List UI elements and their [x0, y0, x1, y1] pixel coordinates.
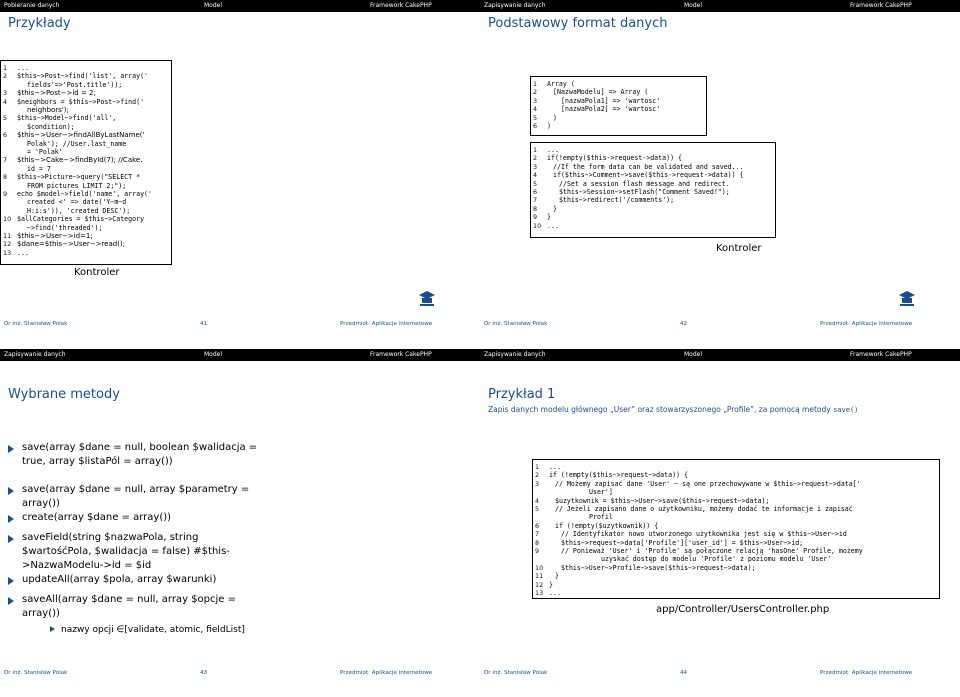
code-text: ...	[547, 146, 559, 154]
code-text: }	[553, 204, 557, 213]
code-text: }	[547, 213, 551, 222]
bullet-triangle-icon	[8, 597, 14, 605]
line-number: 4	[533, 105, 538, 114]
code-text: if($this−>Comment−>save($this->request->data)) {	[553, 171, 744, 180]
code-text: −>find('threaded');	[27, 223, 103, 232]
code-text: Polak'); //User.last_name	[27, 139, 127, 148]
line-number: 5	[535, 505, 540, 513]
code-text: echo $model−>field('name', array('	[17, 190, 152, 198]
nav-subsection[interactable]: Model	[684, 351, 703, 358]
bullet-text: save(array $dane = null, array $parametry = array())	[22, 484, 250, 509]
code-text: // Identyfikator nowo utworzonego użytkownika jest się w $this−>User−>id	[561, 530, 847, 539]
slide-subtitle	[488, 405, 858, 414]
footer-author: Dr inż. Stanisław Polak	[484, 321, 548, 327]
code-listing-controller	[530, 142, 776, 238]
nav-section[interactable]: Zapisywanie danych	[4, 351, 66, 358]
bullet-text: create(array $dane = array())	[22, 512, 172, 523]
bullet-triangle-icon	[50, 626, 55, 632]
code-text: fields'=>'Post.title'));	[27, 80, 123, 89]
line-number: 5	[533, 113, 538, 122]
code-text: ...	[547, 221, 559, 230]
code-text: id = 7	[27, 164, 51, 173]
slide-navbar	[480, 0, 960, 12]
method-sub-bullet	[50, 625, 245, 635]
code-text: $this−>User−>Profile−>save($this−>request−>data);	[561, 563, 756, 572]
code-text: $uzytkownik = $this−>User−>save($this−>request−>data);	[555, 496, 770, 505]
code-caption: Kontroler	[74, 267, 120, 278]
subtitle-method: save()	[833, 406, 859, 414]
slide-42	[480, 0, 960, 348]
code-caption: Kontroler	[716, 243, 762, 254]
line-number: 6	[3, 131, 8, 140]
code-text: $this−>User−>findAllByLastName('	[17, 131, 145, 140]
code-text: if(!empty($this->request->data)) {	[547, 154, 682, 163]
footer-course: Przedmiot: Aplikacje internetowe	[820, 670, 913, 676]
code-text: FROM pictures LIMIT 2;");	[27, 181, 127, 190]
line-number: 8	[535, 538, 540, 547]
line-number: 3	[533, 162, 538, 171]
nav-section[interactable]: Zapisywanie danych	[484, 2, 546, 9]
bullet-triangle-icon	[8, 515, 14, 523]
line-number: 4	[3, 97, 8, 106]
bullet-text: saveField(string $nazwaPola, string $wartośćPola, $walidacja = false) #$this->NazwaModelu->id = $id	[22, 532, 230, 571]
line-number: 3	[3, 89, 8, 98]
line-number: 1	[533, 80, 538, 88]
line-number: 2	[3, 72, 8, 81]
line-number: 3	[533, 96, 538, 105]
code-text: $this−>Post−>find('list', array('	[17, 72, 149, 81]
code-text: ...	[17, 64, 29, 72]
line-number: 12	[535, 580, 544, 589]
line-number: 13	[535, 589, 544, 597]
code-text: $this−>redirect('/comments');	[559, 196, 675, 205]
line-number: 9	[533, 213, 538, 222]
footer-course: Przedmiot: Aplikacje internetowe	[820, 321, 913, 327]
line-number: 3	[535, 479, 540, 488]
line-number: 2	[533, 88, 538, 97]
nav-topic[interactable]: Framework CakePHP	[370, 2, 432, 9]
code-text: created <' => date('Y−m−d	[27, 198, 127, 207]
sub-bullet-text: nazwy opcji ∈[validate, atomic, fieldList]	[61, 625, 245, 635]
code-text: if (!empty($this−>request−>data)) {	[549, 471, 688, 480]
code-text: User']	[589, 488, 613, 497]
code-text: uzyskać dostęp do modelu 'Profile' z poziomu modelu 'User'	[601, 555, 832, 564]
nav-section[interactable]: Pobieranie danych	[4, 2, 60, 9]
line-number: 9	[3, 190, 8, 198]
line-number: 12	[3, 240, 12, 249]
line-number: 10	[533, 221, 542, 230]
line-number: 7	[535, 530, 540, 539]
line-number: 7	[3, 156, 8, 165]
line-number: 2	[533, 154, 538, 163]
footer-page-number: 44	[680, 670, 688, 676]
code-text: $this−>Model−>find('all',	[17, 114, 117, 123]
university-logo-icon	[418, 288, 436, 308]
code-text: // Możemy zapisać dane 'User' − są one przechowywane w $this−>request−>data['	[555, 479, 861, 488]
line-number: 1	[533, 146, 538, 154]
line-number: 6	[535, 521, 540, 530]
line-number: 10	[3, 215, 12, 224]
line-number: 5	[3, 114, 8, 123]
bullet-text: updateAll(array $pola, array $warunki)	[22, 574, 217, 585]
code-text: $this−>Cake−>findById(7); //Cake.	[17, 156, 143, 165]
code-text: H:i:s')), 'created DESC');	[27, 206, 131, 215]
code-text: )	[547, 122, 551, 130]
line-number: 10	[535, 563, 544, 572]
nav-topic[interactable]: Framework CakePHP	[370, 351, 432, 358]
slide-title: Wybrane metody	[8, 387, 120, 402]
slide-41	[0, 0, 480, 348]
line-number: 8	[3, 173, 8, 182]
code-listing	[532, 459, 940, 599]
code-text: //If the form data can be validated and saved...	[553, 162, 744, 171]
footer-page-number: 42	[680, 321, 688, 327]
code-text: $this−>Post−>id = 2;	[17, 89, 96, 98]
line-number: 4	[535, 496, 540, 505]
code-text: $this−>User−>id=1;	[17, 232, 93, 240]
code-listing	[0, 60, 172, 265]
line-number: 11	[535, 572, 544, 581]
code-text: $this−>request−>data['Profile']['user_id'] = $this−>User−>id;	[561, 538, 804, 547]
footer-page-number: 43	[200, 670, 208, 676]
code-text: $neighbors = $this−>Post−>find('	[17, 97, 145, 106]
slide-43	[0, 349, 480, 697]
bullet-text: saveAll(array $dane = null, array $opcje = array())	[22, 594, 236, 619]
nav-topic[interactable]: Framework CakePHP	[850, 351, 912, 358]
slide-44	[480, 349, 960, 697]
line-number: 2	[535, 471, 540, 480]
university-logo-icon	[898, 288, 916, 308]
code-text: = 'Polak'	[27, 148, 63, 156]
nav-subsection[interactable]: Model	[204, 2, 223, 9]
bullet-triangle-icon	[8, 487, 14, 495]
code-text: [NazwaModelu] => Array (	[553, 88, 649, 97]
footer-page-number: 41	[200, 321, 208, 327]
footer-course: Przedmiot: Aplikacje internetowe	[340, 670, 433, 676]
code-text: ...	[549, 463, 561, 471]
code-listing-array-format	[530, 76, 707, 136]
line-number: 5	[533, 179, 538, 188]
code-text: Array (	[547, 80, 575, 88]
bullet-triangle-icon	[8, 577, 14, 585]
slide-title: Przykłady	[8, 16, 71, 31]
code-text: $allCategories = $this−>Category	[17, 215, 145, 224]
code-text: // Ponieważ 'User' i 'Profile' są połączone relacją 'hasOne' Profile, możemy	[561, 547, 863, 555]
line-number: 6	[533, 122, 538, 130]
code-text: [nazwaPola1] => 'wartosc'	[561, 96, 661, 105]
code-text: //Set a session flash message and redirect.	[559, 179, 730, 188]
code-text: Profil	[589, 513, 613, 522]
footer-author: Dr inż. Stanisław Polak	[4, 321, 68, 327]
code-text: // Jeżeli zapisano dane o użytkowniku, możemy dodać te informacje i zapisać	[555, 505, 853, 513]
footer-author: Dr inż. Stanisław Polak	[484, 670, 548, 676]
slide-navbar	[480, 349, 960, 361]
line-number: 6	[533, 188, 538, 196]
nav-topic[interactable]: Framework CakePHP	[850, 2, 912, 9]
line-number: 9	[535, 547, 540, 555]
bullet-triangle-icon	[8, 445, 14, 453]
code-text: }	[549, 580, 553, 589]
nav-section[interactable]: Zapisywanie danych	[484, 351, 546, 358]
line-number: 1	[535, 463, 540, 471]
code-text: ...	[549, 589, 561, 597]
line-number: 13	[3, 248, 12, 257]
code-text: $this−>Session−>setFlash("Comment Saved!");	[559, 188, 730, 196]
code-text: ...	[17, 248, 29, 257]
slide-navbar	[0, 349, 480, 361]
line-number: 8	[533, 204, 538, 213]
code-text: [nazwaPola2] => 'wartosc'	[561, 105, 661, 114]
nav-subsection[interactable]: Model	[684, 2, 703, 9]
code-text: $condition);	[27, 122, 75, 131]
subtitle-text: Zapis danych modelu głównego „User” oraz stowarzyszonego „Profile”, za pomocą metody	[488, 405, 834, 414]
line-number: 7	[533, 196, 538, 205]
line-number: 1	[3, 64, 8, 72]
bullet-text: save(array $dane = null, boolean $walidacja = true, array $listaPól = array())	[22, 442, 258, 467]
slide-title: Podstawowy format danych	[488, 16, 668, 31]
line-number: 4	[533, 171, 538, 180]
code-text: )	[553, 113, 557, 122]
code-text: $this−>Picture−>query("SELECT *	[17, 173, 141, 182]
footer-course: Przedmiot: Aplikacje internetowe	[340, 321, 433, 327]
line-number: 11	[3, 232, 12, 240]
code-text: $dane=$this−>User−>read();	[17, 240, 126, 249]
code-text: }	[555, 572, 559, 581]
footer-author: Dr inż. Stanisław Polak	[4, 670, 68, 676]
slide-title: Przykład 1	[488, 387, 556, 402]
code-caption: app/Controller/UsersController.php	[656, 604, 830, 615]
code-text: if (!empty($uzytkownik)) {	[555, 521, 659, 530]
slide-navbar	[0, 0, 480, 12]
bullet-triangle-icon	[8, 535, 14, 543]
nav-subsection[interactable]: Model	[204, 351, 223, 358]
code-text: neighbors');	[27, 106, 69, 114]
